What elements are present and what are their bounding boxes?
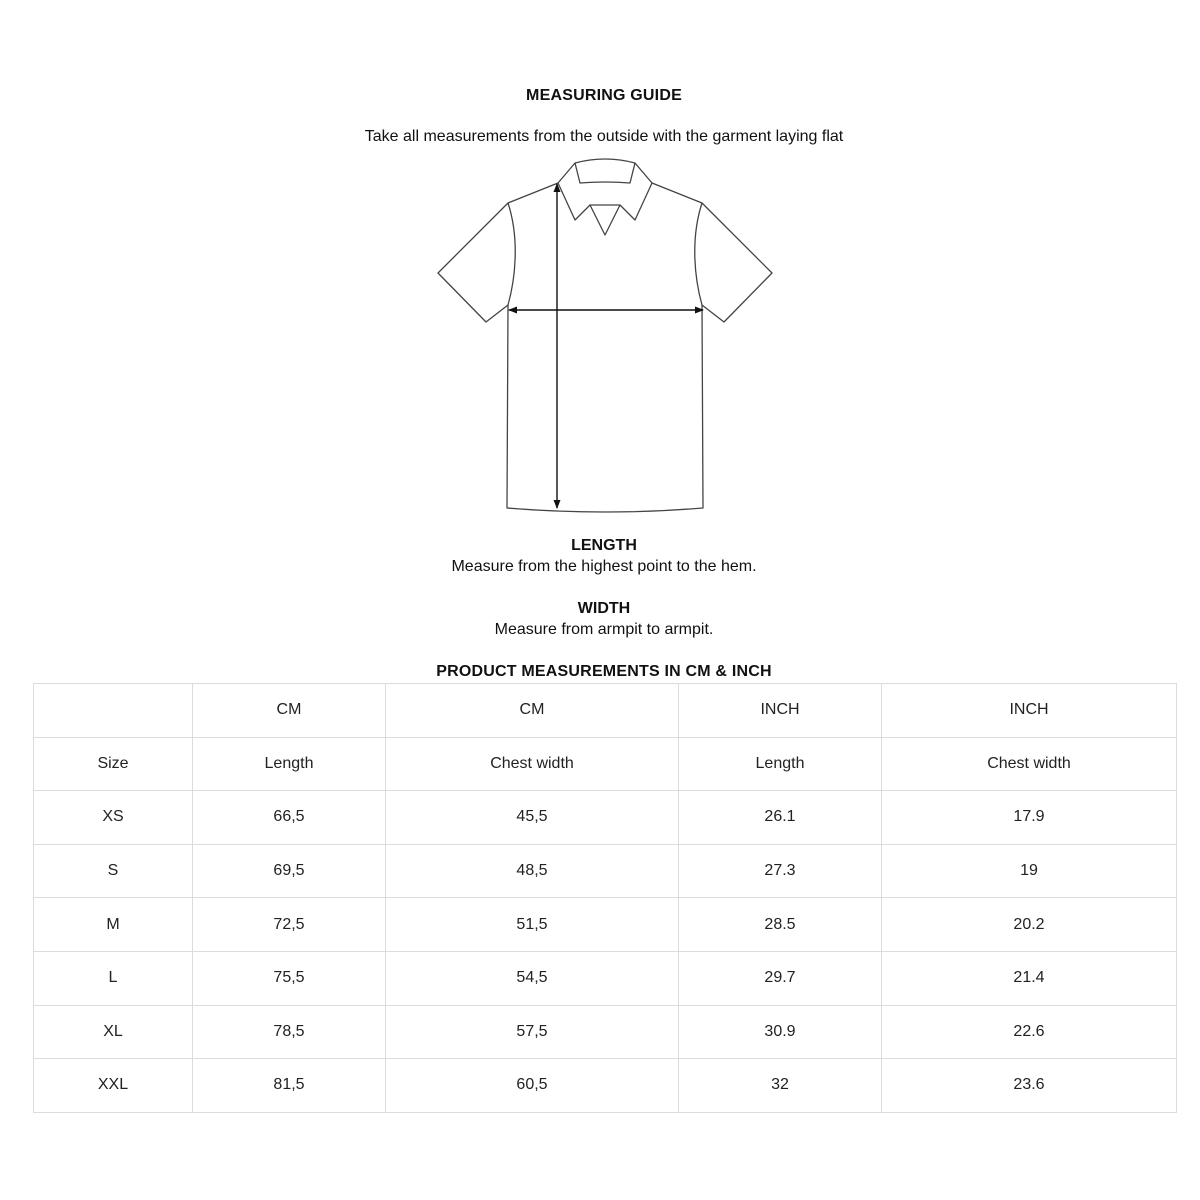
table-row — [34, 951, 1177, 1005]
table-cell-chest-width-inch: 20.2 — [882, 898, 1177, 952]
table-cell-size: M — [34, 898, 193, 952]
table-cell-size — [34, 684, 193, 738]
width-description: Measure from armpit to armpit. — [494, 621, 714, 638]
table-cell-chest-width-cm: 57,5 — [386, 1005, 679, 1059]
table-cell-chest-width-inch: INCH — [882, 684, 1177, 738]
table-cell-chest-width-inch: 22.6 — [882, 1005, 1177, 1059]
table-cell-chest-width-inch: Chest width — [882, 737, 1177, 791]
table-cell-length-cm: 66,5 — [193, 791, 386, 845]
table-cell-size: XS — [34, 791, 193, 845]
guide-subtitle: Take all measurements from the outside with the garment laying flat — [364, 128, 844, 145]
table-row — [34, 898, 1177, 952]
table-unit-row — [34, 684, 1177, 738]
table-cell-chest-width-cm: 45,5 — [386, 791, 679, 845]
length-heading: LENGTH — [571, 537, 637, 554]
table-cell-length-inch: INCH — [679, 684, 882, 738]
table-cell-chest-width-inch: 19 — [882, 844, 1177, 898]
table-cell-chest-width-inch: 21.4 — [882, 951, 1177, 1005]
table-cell-chest-width-inch: 17.9 — [882, 791, 1177, 845]
shirt-outline — [438, 159, 772, 512]
table-cell-length-inch: 29.7 — [679, 951, 882, 1005]
table-cell-size: Size — [34, 737, 193, 791]
table-cell-chest-width-cm: 54,5 — [386, 951, 679, 1005]
table-cell-chest-width-inch: 23.6 — [882, 1059, 1177, 1113]
table-cell-length-inch: 30.9 — [679, 1005, 882, 1059]
table-cell-length-cm: 81,5 — [193, 1059, 386, 1113]
table-cell-size: XXL — [34, 1059, 193, 1113]
width-heading: WIDTH — [577, 600, 631, 617]
table-cell-chest-width-cm: CM — [386, 684, 679, 738]
table-cell-chest-width-cm: 48,5 — [386, 844, 679, 898]
table-row — [34, 1005, 1177, 1059]
table-row — [34, 844, 1177, 898]
table-row — [34, 1059, 1177, 1113]
table-cell-length-cm: 72,5 — [193, 898, 386, 952]
table-cell-length-cm: 69,5 — [193, 844, 386, 898]
table-cell-length-inch: 32 — [679, 1059, 882, 1113]
polo-shirt-measurement-icon — [430, 155, 780, 525]
table-cell-chest-width-cm: 60,5 — [386, 1059, 679, 1113]
size-table — [33, 683, 1177, 1113]
table-cell-size: XL — [34, 1005, 193, 1059]
table-cell-length-cm: CM — [193, 684, 386, 738]
length-description: Measure from the highest point to the hem. — [451, 558, 757, 575]
table-cell-chest-width-cm: Chest width — [386, 737, 679, 791]
table-cell-length-cm: Length — [193, 737, 386, 791]
table-cell-length-cm: 78,5 — [193, 1005, 386, 1059]
table-cell-size: S — [34, 844, 193, 898]
table-title: PRODUCT MEASUREMENTS IN CM & INCH — [436, 663, 772, 680]
table-header-row — [34, 737, 1177, 791]
table-cell-length-inch: Length — [679, 737, 882, 791]
table-cell-length-inch: 26.1 — [679, 791, 882, 845]
table-cell-length-inch: 27.3 — [679, 844, 882, 898]
table-cell-size: L — [34, 951, 193, 1005]
table-cell-chest-width-cm: 51,5 — [386, 898, 679, 952]
table-row — [34, 791, 1177, 845]
guide-title: MEASURING GUIDE — [526, 87, 682, 104]
table-cell-length-inch: 28.5 — [679, 898, 882, 952]
table-cell-length-cm: 75,5 — [193, 951, 386, 1005]
